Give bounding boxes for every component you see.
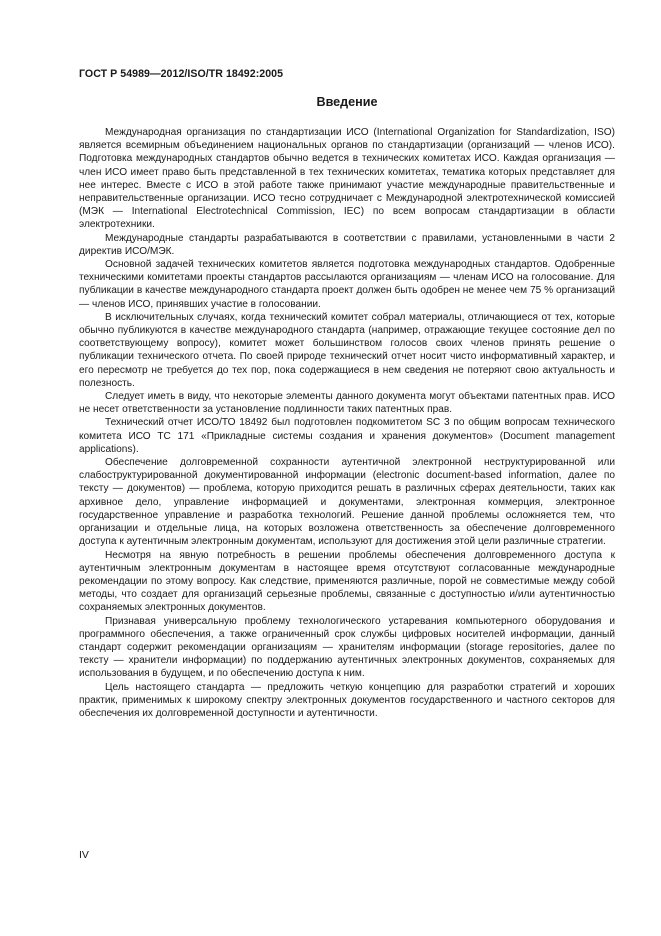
- paragraph-patent-rights: Следует иметь в виду, что некоторые элементы данного документа могут объектами патентных прав. ИСО не несет ответственности за установление подлинности таких патентных прав.: [79, 391, 615, 416]
- paragraph-lack-of-recommendations: Несмотря на явную потребность в решении проблемы обеспечения долговременного доступа к аутентичным электронным документам в настоящее время отсутствуют согласованные международные рекомендации по этому вопросу. Как следствие, применяются различные, порой не совместимые между собой методы, что создает для организаций серьезные проблемы, связанные с доступностью и/или аутентичностью сохраняемых электронных документов.: [79, 549, 615, 614]
- paragraph-preservation-problem: Обеспечение долговременной сохранности аутентичной электронной неструктурированной или слабоструктурированной документированной информации (electronic document-based information, далее по тексту — документов) — проблема, которую приходится решать в различных сферах деятельности, таких как архивное дело, управление информацией и документами, электронная коммерция, электронное государственное управление и разработка технологий. Решение данной проблемы осложняется тем, что организации и отдельные лица, на которых возложена ответственность за обеспечение долговременного доступа к аутентичным электронным документам, используют для достижения этой цели различные стратегии.: [79, 457, 615, 548]
- paragraph-technical-report: В исключительных случаях, когда технический комитет собрал материалы, отличающиеся от тех, которые обычно публикуются в качестве международного стандарта (например, отражающие текущее состояние дел по соответствующему вопросу), комитет может большинством голосов своих членов принять решение о публикации технического отчета. По своей природе технический отчет носит чисто информативный характер, и его пересмотр не требуется до тех пор, пока содержащиеся в нем сведения не потеряют свою актуальность и полезность.: [79, 311, 615, 389]
- document-code-header: ГОСТ Р 54989—2012/ISO/TR 18492:2005: [79, 68, 284, 80]
- paragraph-report-preparation: Технический отчет ИСО/ТО 18492 был подготовлен подкомитетом SC 3 по общим вопросам технического комитета ИСО ТС 171 «Прикладные системы создания и хранения документов» (Document management applications).: [79, 417, 615, 455]
- page-number: IV: [79, 849, 89, 861]
- paragraph-committee-tasks: Основной задачей технических комитетов является подготовка международных стандартов. Одобренные техническими комитетами проекты стандартов рассылаются организациям — членам ИСО на голосование. Для публикации в качестве международного стандарта проект должен быть одобрен не менее чем 75 % организаций — членов ИСО, принявших участие в голосовании.: [79, 259, 615, 310]
- paragraph-iso-overview: Международная организация по стандартизации ИСО (International Organization for Standardization, ISO) является всемирным объединением национальных органов по стандартизации (организаций — членов ИСО). Подготовка международных стандартов обычно ведется в технических комитетах ИСО. Каждая организация — член ИСО имеет право быть представленной в тех технических комитетах, тематика которых представляет для нее интерес. Вместе с ИСО в этой работе также принимают участие международные правительственные и неправительственные организации. ИСО тесно сотрудничает с Международной электротехнической комиссией (МЭК — International Electrotechnical Commission, IEC) по всем вопросам стандартизации в области электротехники.: [79, 127, 615, 231]
- paragraph-iso-directives: Международные стандарты разрабатываются в соответствии с правилами, установленными в части 2 директив ИСО/МЭК.: [79, 232, 615, 257]
- paragraph-standard-purpose: Цель настоящего стандарта — предложить четкую концепцию для разработки стратегий и хороших практик, применимых к широкому спектру электронных документов государственного и частного секторов для обеспечения их долговременной доступности и аутентичности.: [79, 681, 615, 719]
- section-title: Введение: [316, 95, 378, 109]
- body-text: [79, 126, 615, 720]
- paragraph-standard-recommendations: Признавая универсальную проблему технологического устаревания компьютерного оборудования и программного обеспечения, а также ограниченный срок службы цифровых носителей информации, данный стандарт содержит рекомендации организациям — хранителям информации (storage repositories, далее по тексту — хранители информации) по поддержанию аутентичных электронных документов, сохраняемых для использования в будущем, и по обеспечению доступа к ним.: [79, 615, 615, 680]
